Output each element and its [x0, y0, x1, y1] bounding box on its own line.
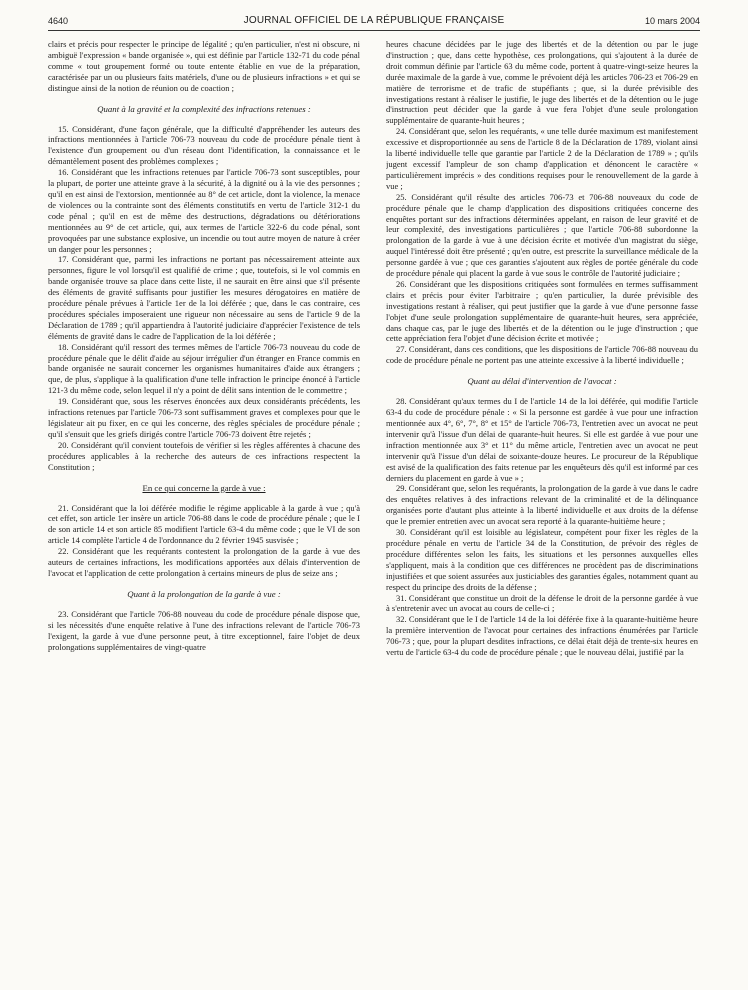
- journal-title: JOURNAL OFFICIEL DE LA RÉPUBLIQUE FRANÇAISE: [243, 15, 505, 26]
- paragraph-24: 24. Considérant que, selon les requérants, « une telle durée maximum est manifestement excessive et disproportionnée au sens de l'article 8 de la Déclaration de 1789, violant ainsi la liberté individuelle telle que garantie par l'article 2 de la Déclaration de 1789 » ; qu'ils jugent excessif l'ampleur de son champ d'application et dénoncent le caractère « particulièrement imprécis » des conditions requises pour le renouvellement de la garde à vue ;: [386, 126, 698, 191]
- page-number: 4640: [48, 16, 69, 26]
- paragraph-21: 21. Considérant que la loi déférée modifie le régime applicable à la garde à vue ; qu'à cet effet, son article 1er insère un article 706-88 dans le code de procédure pénale ; que le I de son article 14 et son article 85 modifient l'article 63-4 du même code ; que le VI de son article 14 complète l'article 4 de l'ordonnance du 2 février 1945 susvisée ;: [48, 502, 360, 546]
- section-heading-gravity: Quant à la gravité et la complexité des infractions retenues :: [97, 103, 311, 114]
- paragraph-25: 25. Considérant qu'il résulte des articles 706-73 et 706-88 nouveaux du code de procédure pénale que le champ d'application des dispositions critiquées concerne des enquêtes portant sur des infractions déterminées appelant, en raison de leur gravité et de leur complexité, des investigations particulières ; que l'article 706-88 subordonne la prolongation de la garde à vue à une décision écrite et motivée d'un magistrat du siège, auquel l'intéressé doit être présenté ; qu'en outre, est prescrite la surveillance médicale de la personne gardée à vue ; que ces garanties s'ajoutent aux règles de portée générale du code de procédure pénale qui placent la garde à vue sous le contrôle de l'autorité judiciaire ;: [386, 191, 698, 279]
- paragraph-15: 15. Considérant, d'une façon générale, que la difficulté d'appréhender les auteurs des infractions mentionnées à l'article 706-73 nouveau du code de procédure pénale tient à l'existence d'un groupement ou d'un réseau dont l'identification, la connaissance et le démantèlement posent des problèmes complexes ;: [48, 123, 360, 167]
- issue-date: 10 mars 2004: [644, 16, 700, 26]
- paragraph-22: 22. Considérant que les requérants contestent la prolongation de la garde à vue des auteurs de certaines infractions, les modifications apportées aux délais d'intervention de l'avocat et l'application de cette prolongation à certains mineurs de plus de seize ans ;: [48, 546, 360, 578]
- right-column: [386, 39, 698, 983]
- header-rule: [48, 30, 700, 31]
- paragraph-26: 26. Considérant que les dispositions critiquées sont formulées en termes suffisamment clairs et précis pour éviter l'arbitraire ; qu'en particulier, la durée prévisible des investigations restant à réaliser, qui peut justifier que la garde à vue d'une personne fasse l'objet d'une seule prolongation supplémentaire de quarante-huit heures, sera appréciée, dans chaque cas, par le juge des libertés et de la détention ou le juge d'instruction ; que cette appréciation fera l'objet d'une décision écrite et motivée ;: [386, 278, 698, 344]
- paragraph-23: 23. Considérant que l'article 706-88 nouveau du code de procédure pénale dispose que, si les nécessités d'une enquête relative à l'une des infractions relevant de l'article 706-73 l'exigent, la garde à vue d'une personne peut, à titre exceptionnel, faire l'objet de deux prolongations supplémentaires de vingt-quatre: [48, 608, 360, 652]
- paragraph-14-continued: clairs et précis pour respecter le principe de légalité ; qu'en particulier, n'est ni obscure, ni ambiguë l'expression « bande organisée », qui est définie par l'article 132-71 du code pénal comme « tout groupement formé ou toute entente établie en vue de la préparation, caractérisée par un ou plusieurs faits matériels, d'une ou de plusieurs infractions » et qui se distingue ainsi de la notion de réunion ou de coaction ;: [48, 39, 360, 93]
- paragraph-31: 31. Considérant que constitue un droit de la défense le droit de la personne gardée à vue à s'entretenir avec un avocat au cours de celle-ci ;: [386, 592, 698, 614]
- paragraph-18: 18. Considérant qu'il ressort des termes mêmes de l'article 706-73 nouveau du code de procédure pénale que le délit d'aide au séjour irrégulier d'un étranger en France commis en bande organisée ne saurait concerner les organismes humanitaires d'aide aux étrangers ; que, de plus, s'applique à la qualification d'une telle infraction le principe énoncé à l'article 121-3 du même code, selon lequel il n'y a point de délit sans intention de le commettre ;: [48, 341, 360, 396]
- left-column: [48, 39, 360, 983]
- paragraph-32: 32. Considérant que le I de l'article 14 de la loi déférée fixe à la quarante-huitième heure la première intervention de l'avocat pour certaines des infractions énumérées par l'article 706-73 ; que, pour la plupart desdites infractions, ce délai était déjà de trente-six heures en vertu de l'article 63-4 du code de procédure pénale ; que le nouveau délai, justifié par la: [386, 614, 698, 658]
- section-heading-avocat: Quant au délai d'intervention de l'avocat :: [467, 376, 617, 387]
- paragraph-29: 29. Considérant que, selon les requérants, la prolongation de la garde à vue dans le cadre des enquêtes relatives à des infractions relevant de la criminalité et de la délinquance organisées porte d'autant plus atteinte à la liberté individuelle et aux droits de la défense que le premier entretien avec un avocat sera reporté à la quarante-huitième heure ;: [386, 483, 698, 527]
- section-heading-prolongation: Quant à la prolongation de la garde à vue :: [127, 588, 281, 599]
- paragraph-16: 16. Considérant que les infractions retenues par l'article 706-73 sont susceptibles, pour la plupart, de porter une atteinte grave à la sécurité, à la dignité ou à la vie des personnes ; qu'il en est ainsi de l'extorsion, mentionnée au 8° de cet article, dont la violence, la menace de violences ou la contrainte sont des éléments constitutifs en vertu de l'article 312-1 du code pénal ; qu'il en est de même des destructions, dégradations ou détériorations mentionnées au 9° de cet article, qui, aux termes de l'article 322-6 du code pénal, sont provoquées par une substance explosive, un incendie ou tout autre moyen de nature à créer un danger pour les personnes ;: [48, 167, 360, 254]
- paragraph-17: 17. Considérant que, parmi les infractions ne portant pas nécessairement atteinte aux personnes, figure le vol lorsqu'il est qualifié de crime ; que, toutefois, si le vol commis en bande organisée trouve sa place dans cette liste, il ne saurait en être ainsi que s'il présente des éléments de gravité suffisants pour justifier les mesures dérogatoires en matière de procédure pénale prévues à l'article 1er de la loi déférée ; que, dans le cas contraire, ces procédures spéciales imposeraient une rigueur non nécessaire au sens de l'article 9 de la Déclaration de 1789 ; qu'il appartiendra à l'autorité judiciaire d'apprécier l'existence de tels éléments de gravité dans le cadre de l'application de la loi déférée ;: [48, 254, 360, 341]
- paragraph-28: 28. Considérant qu'aux termes du I de l'article 14 de la loi déférée, qui modifie l'article 63-4 du code de procédure pénale : « Si la personne est gardée à vue pour une infraction mentionnée aux 4°, 6°, 7°, 8° et 15° de l'article 706-73, l'entretien avec un avocat ne peut intervenir qu'à l'issue d'un délai de quarante-huit heures. Si elle est gardée à vue pour une infraction mentionnée aux 3° et 11° du même article, l'entretien avec un avocat ne peut intervenir qu'à l'issue d'un délai de soixante-douze heures. Le procureur de la République est avisé de la qualification des faits retenue par les enquêteurs dès qu'il est informé par ces derniers du placement en garde à vue » ;: [386, 396, 698, 483]
- section-heading-garde-a-vue: En ce qui concerne la garde à vue :: [142, 482, 266, 493]
- paragraph-30: 30. Considérant qu'il est loisible au législateur, compétent pour fixer les règles de la procédure pénale en vertu de l'article 34 de la Constitution, de prévoir des règles de procédure différentes selon les faits, les situations et les personnes auxquelles elles s'appliquent, mais à la condition que ces différences ne procèdent pas de discriminations injustifiées et que soient assurées aux justiciables des garanties égales, notamment quant au respect du principe des droits de la défense ;: [386, 527, 698, 592]
- paragraph-20: 20. Considérant qu'il convient toutefois de vérifier si les règles afférentes à chacune des procédures applicables à la recherche des auteurs de ces infractions respectent la Constitution ;: [48, 439, 360, 472]
- paragraph-23-continued: heures chacune décidées par le juge des libertés et de la détention ou par le juge d'instruction ; que, dans cette hypothèse, ces prolongations, qui s'ajoutent à la durée de droit commun définie par l'article 63 du même code, portent à quatre-vingt-seize heures la durée maximale de la garde à vue, comme le prévoient déjà les articles 706-23 et 706-29 en matière de terrorisme et de trafic de stupéfiants ; que, si la durée prévisible des investigations restant à réaliser le justifie, le juge des libertés et de la détention ou le juge d'instruction peut décider que la garde à vue fera l'objet d'une seule prolongation supplémentaire de quarante-huit heures ;: [386, 39, 698, 126]
- page-header: [48, 13, 700, 29]
- paragraph-19: 19. Considérant que, sous les réserves énoncées aux deux considérants précédents, les infractions retenues par l'article 706-73 sont suffisamment graves et complexes pour que le législateur ait pu fixer, en ce qui les concerne, des règles spéciales de procédure pénale ; qu'il s'ensuit que les griefs dirigés contre l'article 706-73 doivent être rejetés ;: [48, 396, 360, 439]
- paragraph-27: 27. Considérant, dans ces conditions, que les dispositions de l'article 706-88 nouveau du code de procédure pénale ne portent pas une atteinte excessive à la liberté individuelle ;: [386, 344, 698, 366]
